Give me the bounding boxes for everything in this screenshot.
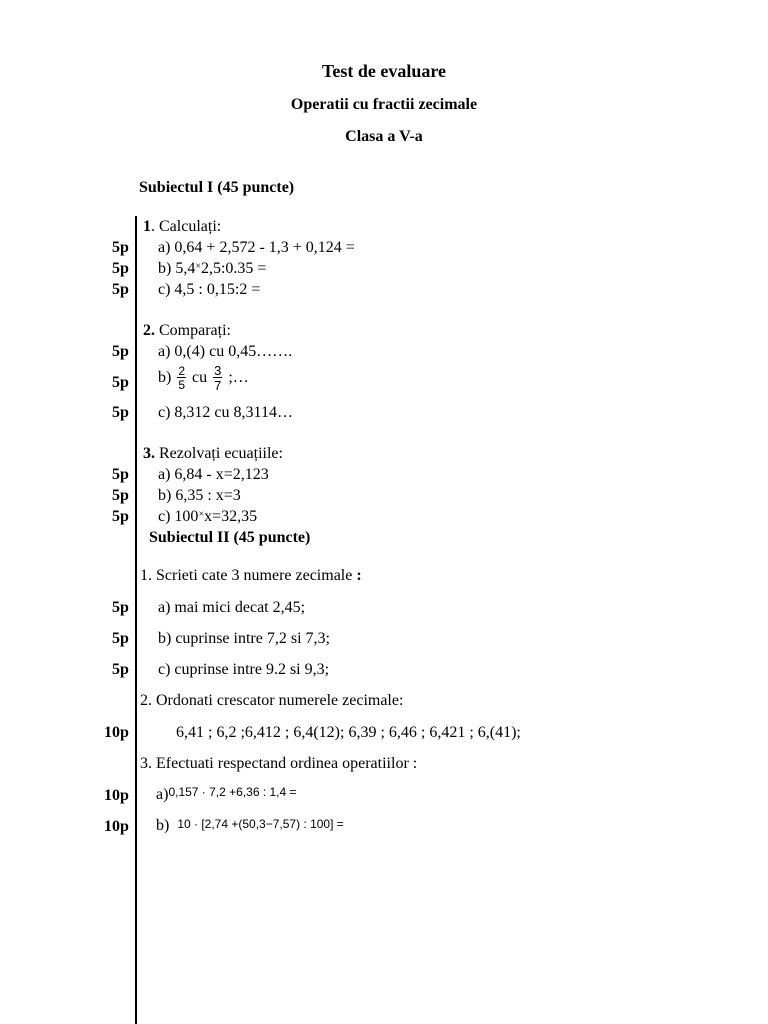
exercise-1b bbox=[158, 261, 266, 277]
page-subtitle: Operatii cu fractii zecimale bbox=[290, 96, 478, 113]
s2-exercise-1b: b) cuprinse intre 7,2 si 7,3; bbox=[158, 630, 330, 647]
points-label: 5p bbox=[112, 630, 129, 647]
points-label: 5p bbox=[112, 260, 129, 277]
question-1-label bbox=[143, 219, 221, 235]
exercise-3b: b) 6,35 : x=3 bbox=[158, 487, 241, 504]
points-label: 5p bbox=[112, 239, 129, 256]
exercise-1a: a) 0,64 + 2,572 - 1,3 + 0,124 = bbox=[158, 239, 355, 256]
page-title: Test de evaluare bbox=[322, 61, 446, 81]
question-2-number: 2. bbox=[143, 322, 155, 339]
points-label: 5p bbox=[112, 466, 129, 483]
s2-exercise-3a bbox=[156, 787, 297, 803]
multiply-sign: × bbox=[198, 509, 205, 520]
s2-question-1-text: 1. Scrieti cate 3 numere zecimale bbox=[140, 567, 357, 584]
question-3-number: 3. bbox=[143, 445, 155, 462]
points-label: 5p bbox=[112, 281, 129, 298]
s2-question-2-label: 2. Ordonati crescator numerele zecimale: bbox=[140, 692, 404, 709]
exercise-2b-suffix: ;… bbox=[228, 369, 249, 386]
points-label: 5p bbox=[112, 661, 129, 678]
multiply-sign: × bbox=[195, 261, 201, 272]
points-label: 5p bbox=[112, 508, 129, 525]
margin-line bbox=[135, 216, 137, 1024]
s2-exercise-3b-expression: 10 · [2,74 +(50,3−7,57) : 100] = bbox=[177, 817, 344, 831]
section2-heading: Subiectul II (45 puncte) bbox=[149, 529, 311, 546]
s2-exercise-2-numbers: 6,41 ; 6,2 ;6,412 ; 6,4(12); 6,39 ; 6,46 ; 6,421 ; 6,(41); bbox=[176, 724, 521, 741]
s2-exercise-3b bbox=[156, 818, 344, 834]
s2-question-3-label: 3. Efectuati respectand ordinea operatiilor : bbox=[140, 755, 418, 772]
question-3-text: Rezolvați ecuațiile: bbox=[155, 445, 283, 462]
exercise-2b bbox=[158, 364, 249, 392]
points-label: 10p bbox=[104, 818, 129, 835]
points-label: 5p bbox=[112, 374, 129, 391]
exercise-3c-part-b: x=32,35 bbox=[204, 508, 258, 525]
exercise-3c bbox=[158, 509, 257, 525]
s2-exercise-1a: a) mai mici decat 2,45; bbox=[158, 599, 306, 616]
exercise-2c: c) 8,312 cu 8,3114… bbox=[158, 404, 293, 421]
exercise-3a: a) 6,84 - x=2,123 bbox=[158, 466, 269, 483]
s2-question-1-colon: : bbox=[356, 567, 362, 584]
exercise-2a: a) 0,(4) cu 0,45……. bbox=[158, 343, 293, 360]
exercise-3c-part-a: c) 100 bbox=[158, 508, 199, 525]
s2-exercise-1c: c) cuprinse intre 9.2 si 9,3; bbox=[158, 661, 330, 678]
section1-heading: Subiectul I (45 puncte) bbox=[139, 179, 295, 196]
fraction-2-5: $\frac{2}{5}$ bbox=[178, 364, 186, 392]
points-label: 10p bbox=[104, 724, 129, 741]
points-label: 5p bbox=[112, 487, 129, 504]
question-1-number: 1 bbox=[143, 218, 151, 235]
points-label: 5p bbox=[112, 343, 129, 360]
question-2-text: Comparați: bbox=[155, 322, 231, 339]
points-label: 5p bbox=[112, 599, 129, 616]
question-2-label bbox=[143, 323, 231, 339]
s2-exercise-3b-prefix: b) bbox=[156, 817, 170, 834]
exercise-2b-cu: cu bbox=[192, 369, 208, 386]
points-label: 10p bbox=[104, 787, 129, 804]
question-1-text: . Calculați: bbox=[151, 218, 222, 235]
exercise-1b-part-b: 2,5:0.35 = bbox=[200, 260, 267, 277]
s2-exercise-3a-prefix: a) bbox=[156, 786, 169, 803]
exercise-2b-prefix: b) bbox=[158, 369, 172, 386]
class-label: Clasa a V-a bbox=[345, 128, 423, 145]
s2-question-1-label bbox=[140, 568, 362, 584]
points-label: 5p bbox=[112, 404, 129, 421]
exercise-1c: c) 4,5 : 0,15:2 = bbox=[158, 281, 261, 298]
exercise-1b-part-a: b) 5,4 bbox=[158, 260, 196, 277]
s2-exercise-3a-expression: 0,157 · 7,2 +6,36 : 1,4 = bbox=[168, 785, 297, 799]
fraction-3-7: $\frac{3}{7}$ bbox=[214, 363, 222, 393]
question-3-label bbox=[143, 446, 283, 462]
